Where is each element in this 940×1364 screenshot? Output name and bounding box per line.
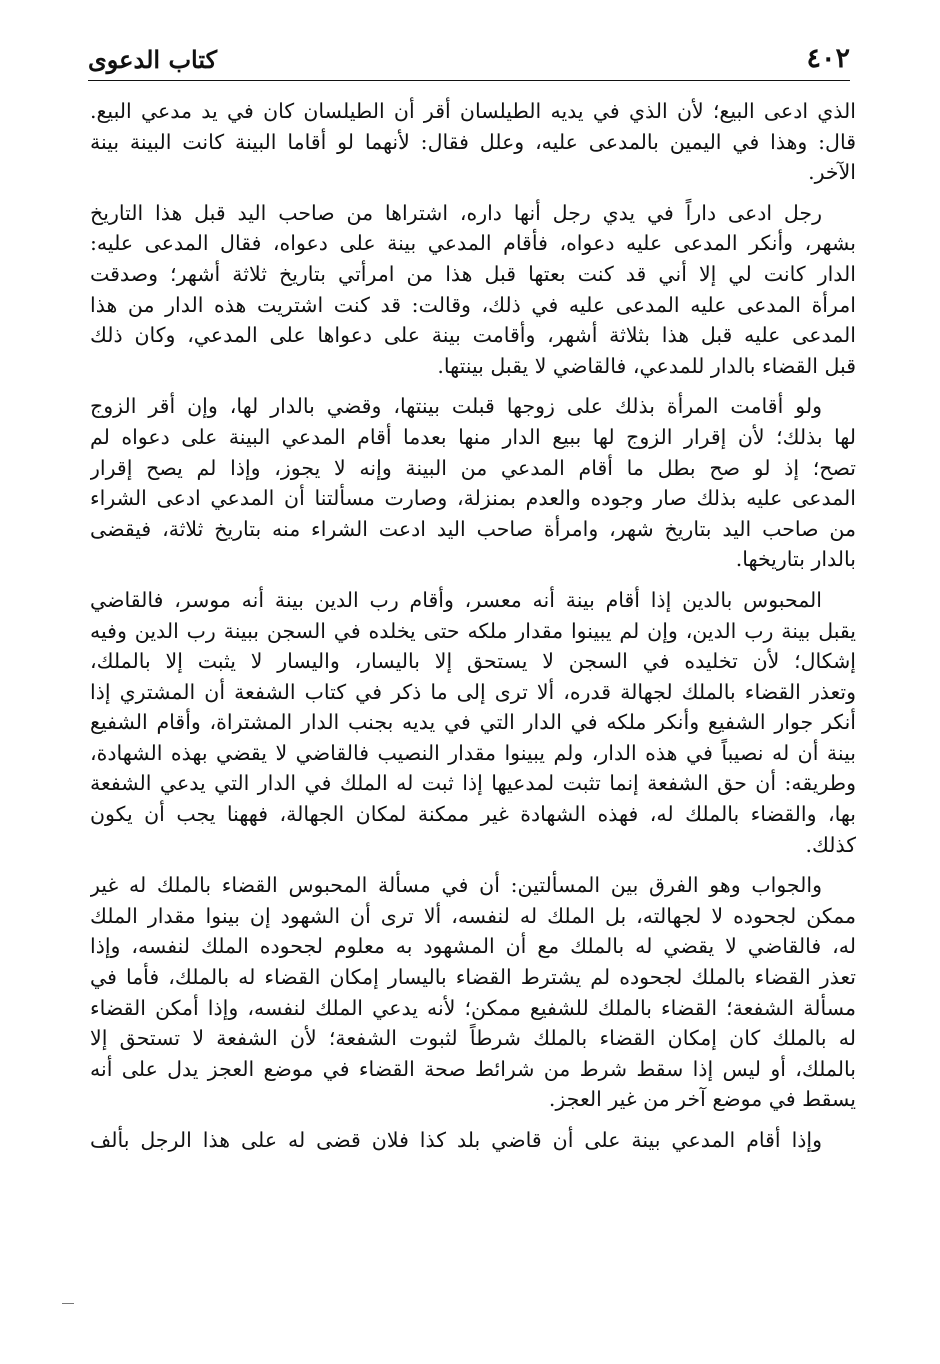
text-line: تصح؛ إذ لو صح بطل ما أقام المدعي من البينة وإنه لا يجوز، وإذا لم يصح إقرار <box>90 455 856 480</box>
text-line: وتعذر القضاء بالملك لجهالة قدره، ألا ترى إلى ما ذكر في كتاب الشفعة أن المشتري إذا <box>90 679 856 704</box>
text-line: ولو أقامت المرأة بذلك على زوجها قبلت بينتها، وقضي بالدار لها، وإن أقر الزوج <box>90 394 822 419</box>
paragraph <box>90 96 856 188</box>
paragraph <box>90 585 856 860</box>
text-line: والجواب وهو الفرق بين المسألتين: أن في مسألة المحبوس القضاء بالملك له غير <box>90 873 822 898</box>
text-line: قبل القضاء بالدار للمدعي، فالقاضي لا يقبل بينتها. <box>437 353 856 378</box>
text-line: المدعى عليه قبل هذا بثلاثة أشهر، وأقامت بينة على دعواها على المدعي، وكان ذلك <box>90 323 856 348</box>
text-line: أنكر جوار الشفيع وأنكر ملكه في الدار التي في يديه بجنب الدار المشتراة، وأقام الشفيع <box>90 710 856 735</box>
text-line: إشكال؛ لأن تخليده في السجن لا يستحق إلا باليسار، واليسار لا يثبت إلا بالملك، <box>90 649 856 674</box>
text-line: وإذا أقام المدعي بينة على أن قاضي بلد كذا فلان قضى له على هذا الرجل بألف <box>90 1128 822 1152</box>
page-header <box>88 40 850 74</box>
text-line: رجل ادعى داراً في يدي رجل أنها داره، اشتراها من صاحب اليد قبل هذا التاريخ <box>90 200 822 225</box>
page-body <box>90 96 856 1166</box>
text-line: بشهر، وأنكر المدعى عليه دعواه، فأقام المدعي بينة على دعواه، فقال المدعى عليه: <box>90 231 856 256</box>
text-line: بها، والقضاء بالملك له، فهذه الشهادة غير ممكنة لمكان الجهالة، فههنا يجب أن يكون <box>90 802 856 827</box>
page-number: ٤٠٢ <box>806 43 850 74</box>
text-line: مسألة الشفعة؛ القضاء بالملك للشفيع ممكن؛ لأنه يدعي الملك لنفسه، وإذا أمكن القضاء <box>90 995 856 1020</box>
text-line: امرأة المدعى عليه المدعى عليه في ذلك، وقالت: قد كنت اشتريت هذه الدار من هذا <box>90 292 856 317</box>
text-line: ممكن لجحوده لا لجهالته، بل الملك له لنفسه، ألا ترى أن الشهود إن بينوا مقدار الملك <box>90 903 856 928</box>
text-line: لها بذلك؛ لأن إقرار الزوج لها ببيع الدار منها بعدما أقام المدعي البينة على دعواه لم <box>90 424 856 449</box>
margin-mark <box>62 1303 74 1304</box>
text-line: من صاحب اليد بتاريخ شهر، وامرأة صاحب اليد ادعت الشراء منه بتاريخ ثلاثة، فيقضى <box>90 516 856 541</box>
text-line: تعذر القضاء بالملك لجحوده لم يشترط القضاء باليسار إمكان القضاء له بالملك، فأما في <box>90 965 856 990</box>
text-line: المدعى عليه بذلك صار وجوده والعدم بمنزلة، وصارت مسألتنا أن المدعي ادعى الشراء <box>90 486 856 511</box>
text-line: الآخر. <box>808 160 856 185</box>
text-line: له بالملك كان إمكان القضاء بالملك شرطاً لثبوت الشفعة؛ لأن الشفعة لا تستحق إلا <box>90 1026 856 1051</box>
text-line: يقبل بينة رب الدين، وإن لم يبينوا مقدار ملكه حتى يخلده في السجن ببينة رب الدين وفيه <box>90 618 856 643</box>
text-line: المحبوس بالدين إذا أقام بينة أنه معسر، وأقام رب الدين بينة أنه موسر، فالقاضي <box>90 587 822 612</box>
text-line: له، فالقاضي لا يقضي له بالملك مع أن المشهود به معلوم لجحوده الملك لنفسه، وإذا <box>90 934 856 959</box>
text-line: بالملك، أو ليس إذا سقط شرط من شرائط صحة القضاء في موضع العجز يدل على أنه <box>90 1056 856 1081</box>
text-line: بالدار بتاريخها. <box>735 547 856 572</box>
paragraph <box>90 870 856 1115</box>
text-line: وطريقه: أن حق الشفعة إنما تثبت لمدعيها إذا ثبت له الملك في الدار التي يدعي الشفعة <box>90 771 856 796</box>
paragraph <box>90 198 856 382</box>
paragraph <box>90 391 856 575</box>
text-line: يسقط في موضع آخر من غير العجز. <box>548 1087 856 1112</box>
paragraph <box>90 1125 856 1156</box>
text-line: الدار كانت لي إلا أني قد كنت بعتها قبل هذا من امرأتي بتاريخ ثلاثة أشهر؛ وصدقت <box>90 261 856 286</box>
text-line: كذلك. <box>805 832 856 857</box>
text-line: الذي ادعى البيع؛ لأن الذي في يديه الطيلسان أقر أن الطيلسان كان في يد مدعي البيع. <box>90 99 856 123</box>
text-line: قال: وهذا في اليمين بالمدعى عليه، وعلل فقال: لأنهما لو أقاما البينة كانت البينة بينة <box>90 129 856 154</box>
header-rule <box>88 80 850 81</box>
text-line: بينة أن له نصيباً في هذه الدار، ولم يبينوا مقدار النصيب فالقاضي لا يقضي بهذه الشهادة، <box>90 740 856 765</box>
running-title: كتاب الدعوى <box>88 45 218 74</box>
